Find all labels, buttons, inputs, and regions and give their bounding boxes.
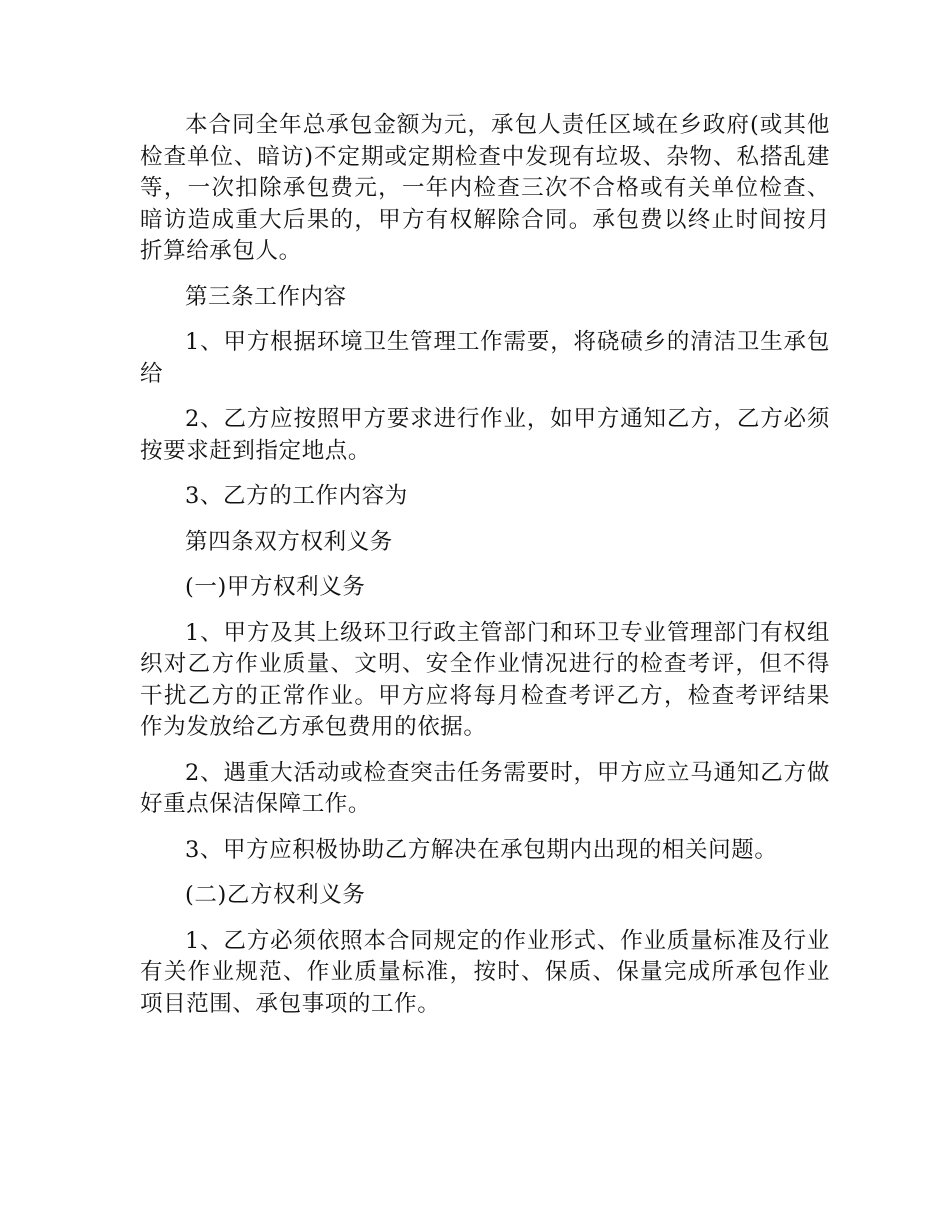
article-4-heading: 第四条双方权利义务 [185, 528, 393, 555]
paragraph-3-1: 1、甲方根据环境卫生管理工作需要，将硗碛乡的清洁卫生承包给 [140, 329, 830, 387]
paragraph-a-2: 2、遇重大活动或检查突击任务需要时，甲方应立马通知乙方做好重点保洁保障工作。 [140, 759, 830, 817]
section-party-b-heading: (二)乙方权利义务 [185, 882, 366, 908]
paragraph-a-3: 3、甲方应积极协助乙方解决在承包期内出现的相关问题。 [185, 836, 778, 863]
paragraph-3-2: 2、乙方应按照甲方要求进行作业，如甲方通知乙方，乙方必须按要求赶到指定地点。 [140, 406, 830, 464]
document-page [140, 110, 830, 1034]
paragraph-3-3: 3、乙方的工作内容为 [185, 483, 408, 509]
paragraph-a-1: 1、甲方及其上级环卫行政主管部门和环卫专业管理部门有权组织对乙方作业质量、文明、安全作业情况进行的检查考评，但不得干扰乙方的正常作业。甲方应将每月检查考评乙方，检查考评结果作为发放给乙方承包费用的依据。 [140, 619, 830, 740]
article-3-heading: 第三条工作内容 [185, 283, 347, 310]
paragraph-contract-amount: 本合同全年总承包金额为元，承包人责任区域在乡政府(或其他检查单位、暗访)不定期或定期检查中发现有垃圾、杂物、私搭乱建等，一次扣除承包费元，一年内检查三次不合格或有关单位检查、暗访造成重大后果的，甲方有权解除合同。承包费以终止时间按月折算给承包人。 [140, 112, 830, 264]
section-party-a-heading: (一)甲方权利义务 [185, 574, 366, 600]
paragraph-b-1: 1、乙方必须依照本合同规定的作业形式、作业质量标准及行业有关作业规范、作业质量标准，按时、保质、保量完成所承包作业项目范围、承包事项的工作。 [140, 927, 830, 1017]
